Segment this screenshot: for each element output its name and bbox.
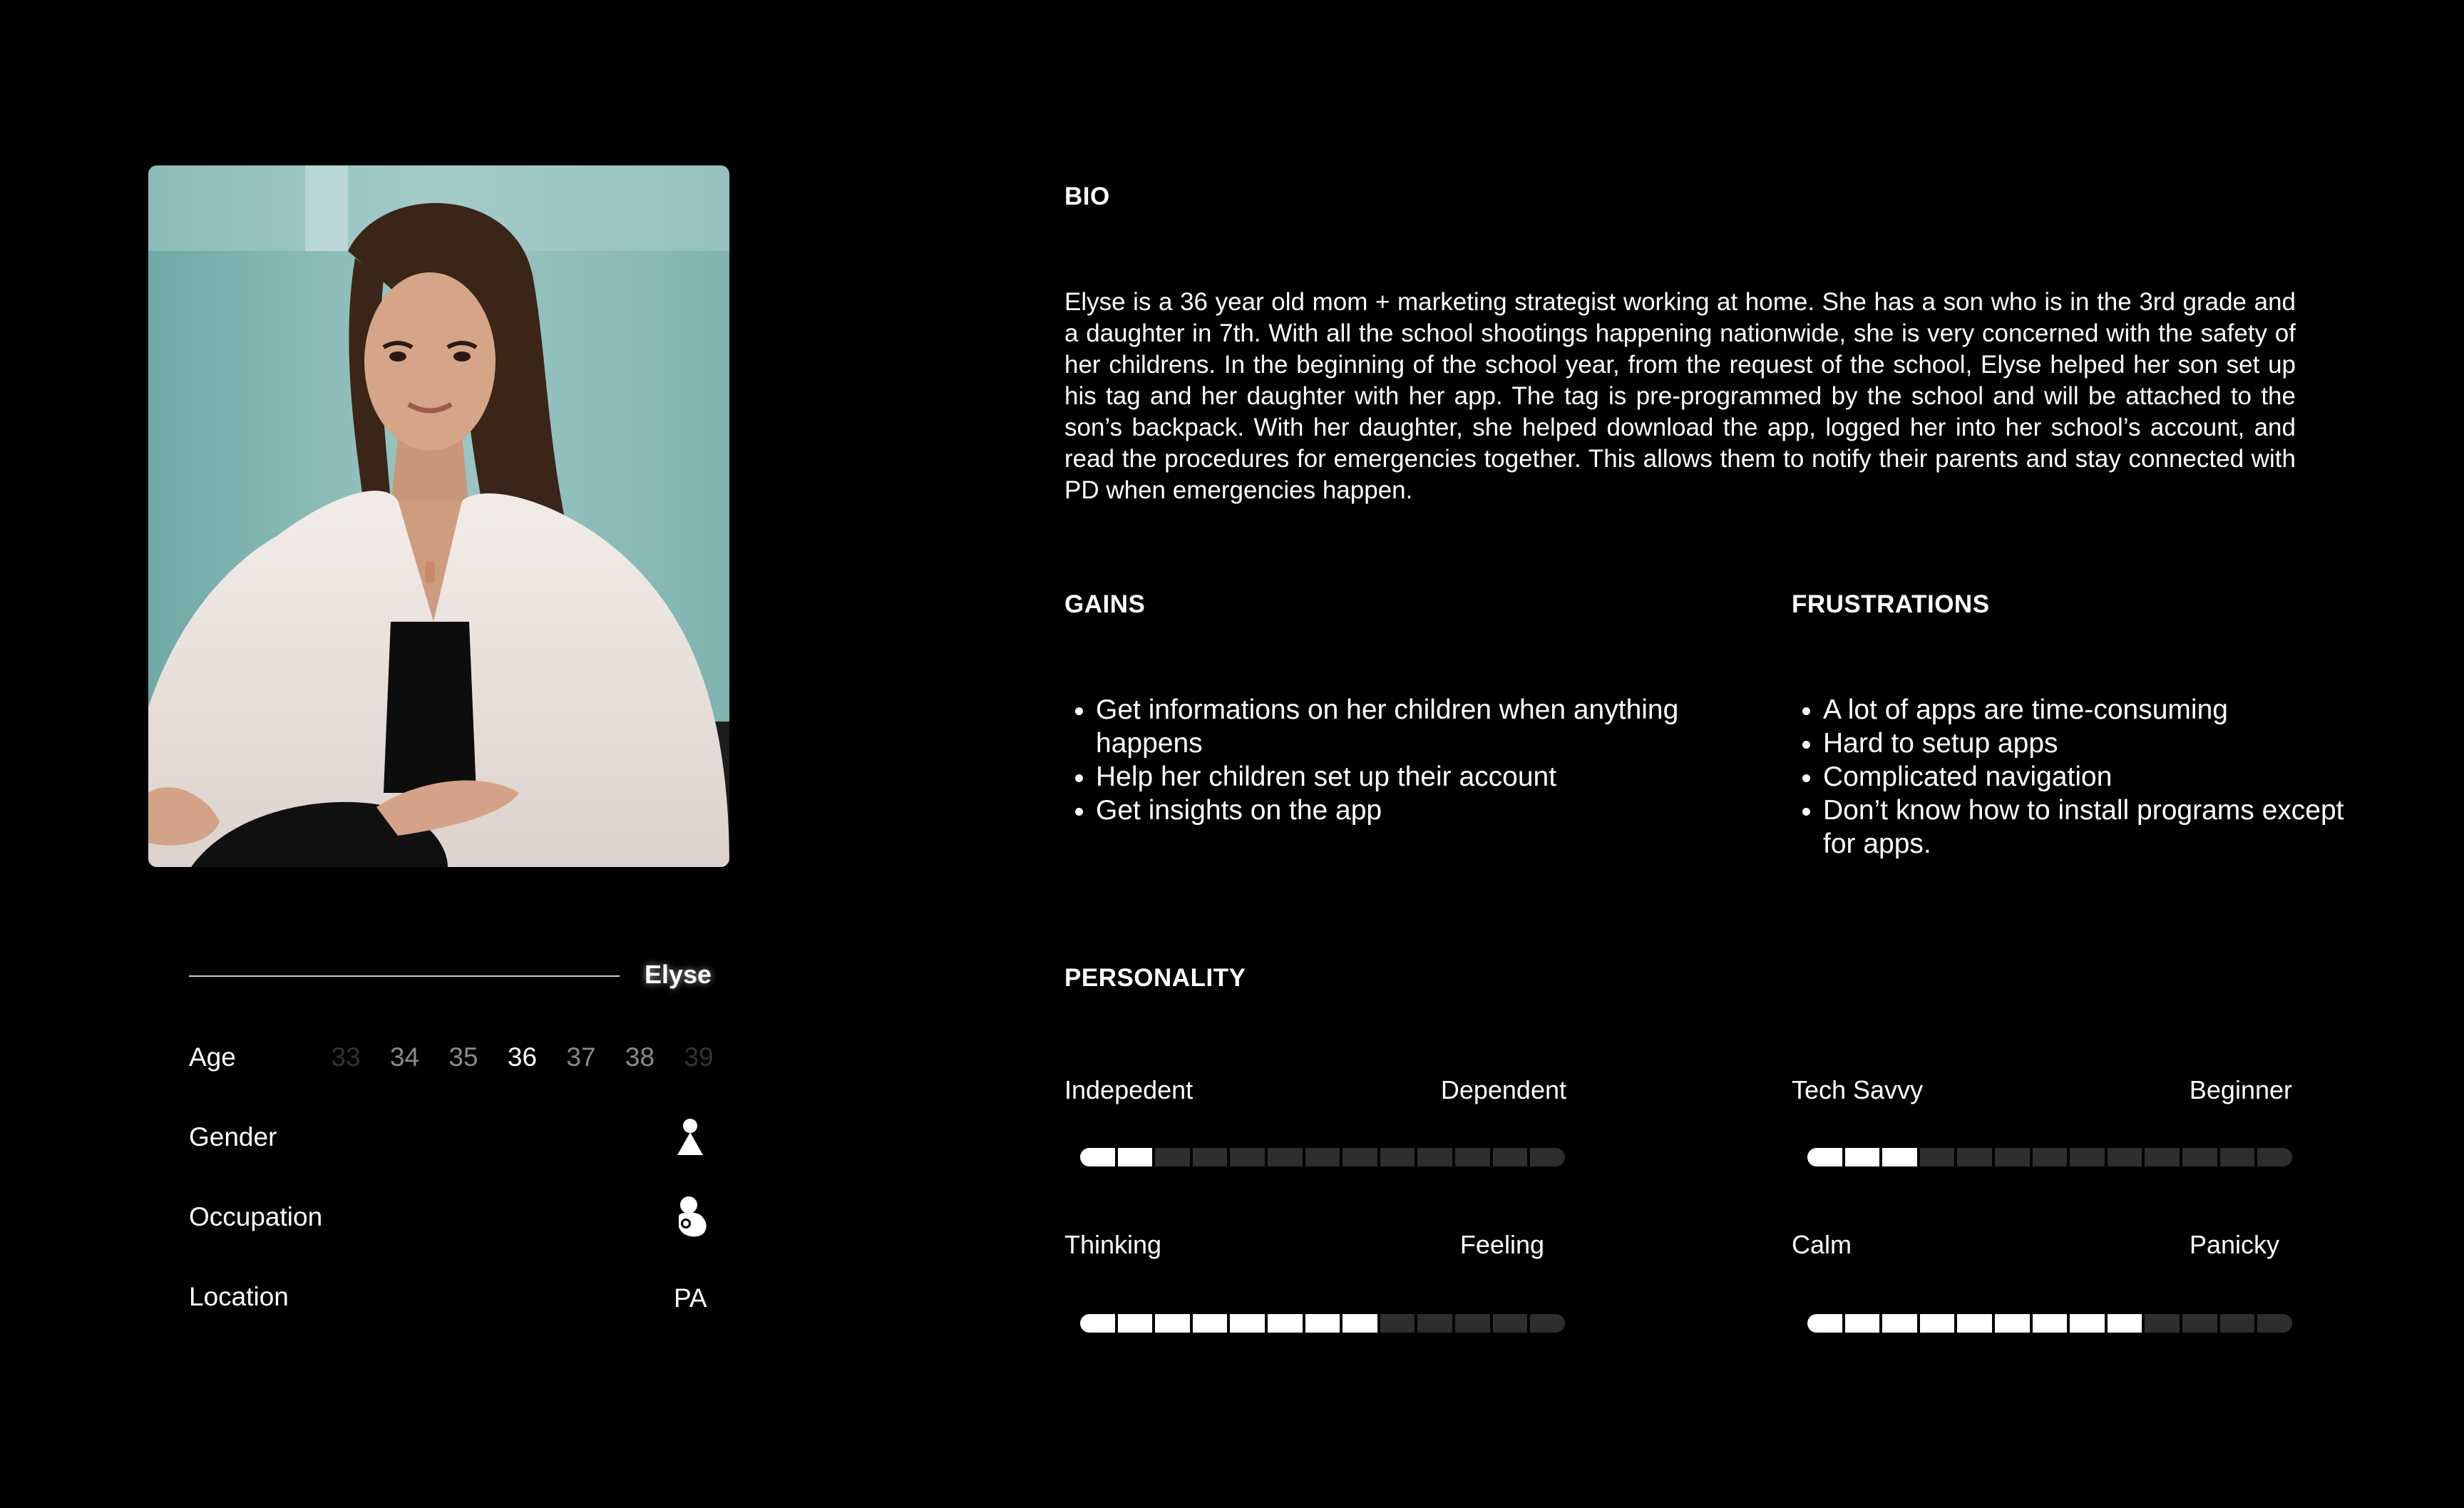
trait-right-label: Feeling — [1459, 1230, 1544, 1259]
bar-segment-empty — [2257, 1314, 2292, 1333]
trait-bar — [1080, 1148, 1565, 1166]
bar-segment-empty — [1305, 1148, 1340, 1166]
persona-photo — [148, 165, 729, 867]
bar-segment-empty — [1995, 1148, 2030, 1166]
bar-segment-filled — [1995, 1314, 2030, 1333]
age-option: 33 — [331, 1042, 361, 1072]
bar-segment-empty — [2070, 1148, 2105, 1166]
bar-segment-empty — [2220, 1148, 2255, 1166]
bar-segment-empty — [2033, 1148, 2068, 1166]
name-divider — [189, 975, 620, 977]
age-label: Age — [189, 1042, 236, 1072]
bar-segment-empty — [1268, 1148, 1303, 1166]
bar-segment-empty — [1530, 1314, 1565, 1333]
frustrations-title: FRUSTRATIONS — [1792, 590, 1990, 618]
bio-text: Elyse is a 36 year old mom + marketing strategist working at home. She has a son who is in the 3rd grade and a daughter in 7th. With all the school shootings happening nationwide, she is very concerned with the safety of her childrens. In the beginning of the school year, from the request of the school, Elyse helped her son set up his tag and her daughter with her app. The tag is pre-programmed by the school and will be attached to the son’s backpack. With her daughter, she helped download the app, logged her into her school’s account, and read the procedures for emergencies together. This allows them to notify their parents and stay connected with PD when emergencies happen. — [1064, 288, 2296, 504]
list-item: • Help her children set up their account — [1096, 760, 1680, 794]
age-option: 39 — [684, 1042, 714, 1072]
trait-left-label: Thinking — [1064, 1230, 1162, 1259]
bar-segment-empty — [1957, 1148, 1992, 1166]
bar-segment-empty — [2257, 1148, 2292, 1166]
bar-segment-empty — [2145, 1148, 2180, 1166]
bar-segment-filled — [1343, 1314, 1377, 1333]
bar-segment-filled — [1155, 1314, 1190, 1333]
bar-segment-empty — [2220, 1314, 2255, 1333]
bar-segment-filled — [2108, 1314, 2142, 1333]
frustrations-list — [1792, 693, 2365, 861]
bar-segment-empty — [2108, 1148, 2142, 1166]
age-option: 38 — [625, 1042, 655, 1072]
gains-title: GAINS — [1064, 590, 1146, 618]
bar-segment-empty — [1493, 1314, 1528, 1333]
bar-segment-empty — [1380, 1148, 1415, 1166]
age-scale — [324, 1042, 720, 1072]
bar-segment-filled — [1118, 1148, 1153, 1166]
trait-right-label: Dependent — [1440, 1075, 1566, 1104]
bar-segment-empty — [1455, 1148, 1490, 1166]
age-option: 35 — [448, 1042, 478, 1072]
list-item: • Get informations on her children when anything happens — [1096, 693, 1680, 760]
bar-segment-filled — [1882, 1314, 1917, 1333]
bar-segment-filled — [1268, 1314, 1303, 1333]
bar-segment-empty — [1417, 1314, 1452, 1333]
bar-segment-filled — [1230, 1314, 1265, 1333]
bar-segment-filled — [1957, 1314, 1992, 1333]
trait-right-label: Panicky — [2189, 1230, 2279, 1259]
bar-segment-empty — [1343, 1148, 1377, 1166]
personality-title: PERSONALITY — [1064, 964, 1246, 992]
list-item: • A lot of apps are time-consuming — [1823, 693, 2365, 727]
bar-segment-empty — [1380, 1314, 1415, 1333]
trait-bar — [1807, 1148, 2292, 1166]
trait-bar — [1080, 1314, 1565, 1333]
trait-left-label: Calm — [1792, 1230, 1852, 1259]
bar-segment-filled — [1118, 1314, 1153, 1333]
bar-segment-empty — [1455, 1314, 1490, 1333]
occupation-label: Occupation — [189, 1202, 323, 1231]
bar-segment-empty — [1530, 1148, 1565, 1166]
bio-title: BIO — [1064, 183, 1110, 210]
bar-segment-filled — [1807, 1148, 1842, 1166]
bar-segment-filled — [2033, 1314, 2068, 1333]
list-item: • Complicated navigation — [1823, 760, 2365, 794]
bar-segment-empty — [1193, 1148, 1228, 1166]
list-item: • Get insights on the app — [1096, 794, 1680, 827]
bar-segment-filled — [1193, 1314, 1228, 1333]
bar-segment-filled — [1807, 1314, 1842, 1333]
gender-label: Gender — [189, 1122, 277, 1151]
location-value: PA — [674, 1283, 707, 1313]
age-option: 34 — [389, 1042, 420, 1072]
bar-segment-empty — [2145, 1314, 2180, 1333]
person-portrait-photo — [148, 165, 729, 867]
bar-segment-filled — [2070, 1314, 2105, 1333]
bar-segment-filled — [1882, 1148, 1917, 1166]
bar-segment-empty — [1155, 1148, 1190, 1166]
bar-segment-filled — [1845, 1314, 1880, 1333]
trait-left-label: Tech Savvy — [1792, 1075, 1924, 1104]
trait-left-label: Indepedent — [1064, 1075, 1194, 1104]
persona-name: Elyse — [645, 960, 712, 989]
bar-segment-empty — [1230, 1148, 1265, 1166]
bar-segment-filled — [1920, 1314, 1955, 1333]
bar-segment-empty — [2182, 1148, 2217, 1166]
age-option-selected: 36 — [507, 1042, 538, 1072]
list-item: • Hard to setup apps — [1823, 727, 2365, 760]
mother-child-icon — [672, 1195, 710, 1238]
female-icon — [674, 1118, 706, 1156]
trait-bar — [1807, 1314, 2292, 1333]
trait-right-label: Beginner — [2189, 1075, 2292, 1104]
bar-segment-empty — [1920, 1148, 1955, 1166]
bar-segment-filled — [1080, 1148, 1115, 1166]
age-option: 37 — [566, 1042, 596, 1072]
location-label: Location — [189, 1282, 289, 1311]
bar-segment-filled — [1305, 1314, 1340, 1333]
list-item: • Don’t know how to install programs except for apps. — [1823, 794, 2365, 861]
bar-segment-empty — [1493, 1148, 1528, 1166]
bar-segment-filled — [1845, 1148, 1880, 1166]
bar-segment-empty — [2182, 1314, 2217, 1333]
bar-segment-filled — [1080, 1314, 1115, 1333]
bar-segment-empty — [1417, 1148, 1452, 1166]
gains-list — [1064, 693, 1680, 827]
